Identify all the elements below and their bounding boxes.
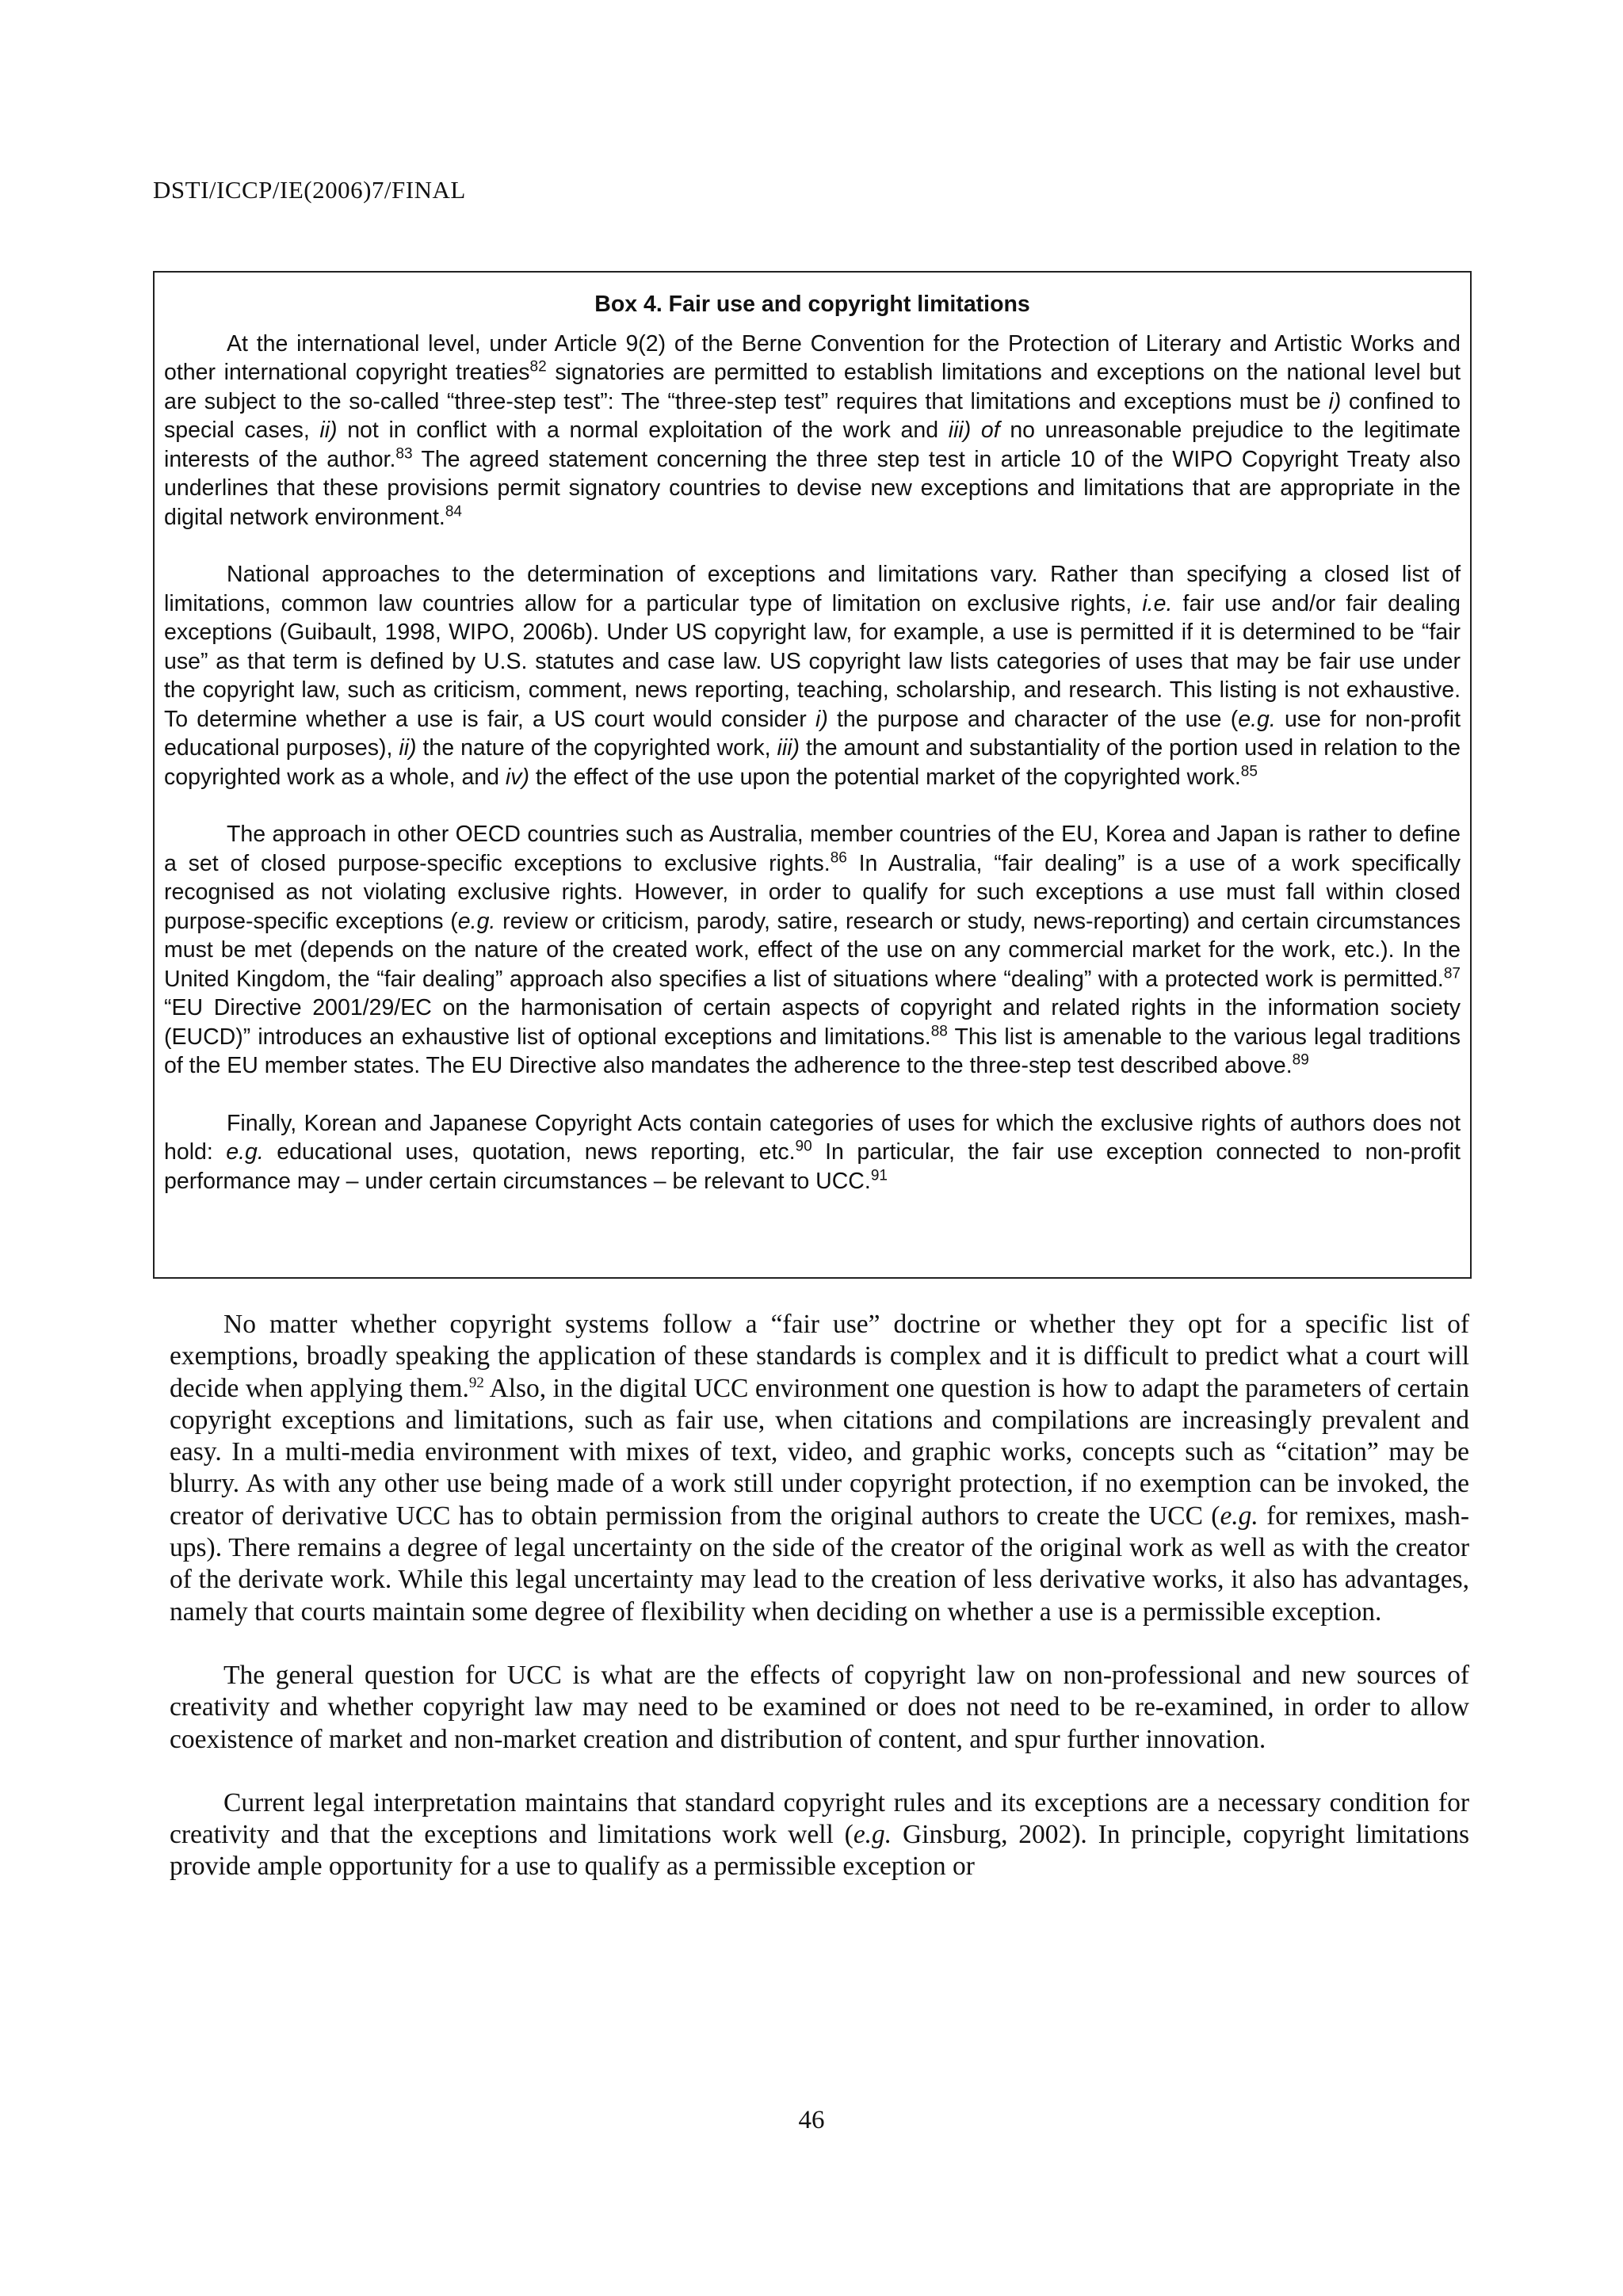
text-run: signatories are permitted to establish limitations and exceptions on the national level but are subject to the so-called “three-step test”: The “three-step test” requires that limitations and exceptions must be xyxy=(164,360,1461,414)
text-run: for remixes, mash-ups). There remains a degree of legal uncertainty on the side of the creator of the original work as well as with the creator of the derivate work. While this legal uncertainty may lead to the creation of less derivative works, it also has advantages, namely that courts maintain some degree of flexibility when deciding on whether a use is a permissible exception. xyxy=(170,1501,1469,1627)
box-paragraph xyxy=(164,560,1461,791)
footnote-ref: 92 xyxy=(468,1374,484,1391)
footnote-ref: 87 xyxy=(1443,965,1461,982)
text-run: the effect of the use upon the potential market of the copyrighted work. xyxy=(529,764,1241,790)
text-run: not in conflict with a normal exploitation of the work and xyxy=(337,418,949,443)
body-paragraph xyxy=(170,1309,1469,1628)
footnote-ref: 84 xyxy=(445,503,462,520)
main-text xyxy=(170,1309,1469,1883)
body-paragraph xyxy=(170,1787,1469,1883)
italic-text: ii) xyxy=(319,418,338,443)
body-paragraph xyxy=(170,1660,1469,1756)
italic-text: ii) xyxy=(399,735,417,761)
italic-text: i) xyxy=(1328,388,1342,414)
text-run: “EU Directive 2001/29/EC on the harmonisation of certain aspects of copyright and related rights in the information society (EUCD)” introduces an exhaustive list of optional exceptions and limitations. xyxy=(164,995,1461,1050)
box-paragraph xyxy=(164,330,1461,532)
italic-text: e.g. xyxy=(853,1820,892,1850)
box-title: Box 4. Fair use and copyright limitations xyxy=(594,292,1030,317)
text-run: the purpose and character of the use ( xyxy=(827,706,1239,732)
text-run: Current legal interpretation maintains that standard copyright rules and its exceptions are a necessary condition for creativity and that the exceptions and limitations work well ( xyxy=(170,1787,1469,1850)
text-run: No matter whether copyright systems follow a “fair use” doctrine or whether they opt for a specific list of exemptions, broadly speaking the application of these standards is complex and it is difficult to predict what a court will decide when applying them. xyxy=(170,1310,1469,1403)
text-run: In particular, the fair use exception connected to non-profit performance may – under certain circumstances – be relevant to UCC. xyxy=(164,1139,1461,1194)
text-run: In Australia, “fair dealing” is a use of a work specifically recognised as not violating exclusive rights. However, in order to qualify for such exceptions a use must fall within closed purpose-specific exceptions ( xyxy=(164,850,1461,934)
footnote-ref: 88 xyxy=(930,1023,948,1039)
text-run: confined to special cases, xyxy=(164,388,1461,443)
document-code: DSTI/ICCP/IE(2006)7/FINAL xyxy=(153,176,466,204)
footnote-ref: 91 xyxy=(870,1167,888,1184)
text-run: fair use and/or fair dealing exceptions (Guibault, 1998, WIPO, 2006b). Under US copyright law, for example, a use is permitted if it is determined to be “fair use” as that term is defined by U.S. statutes and case law. US copyright law lists categories of uses that may be fair use under the copyright law, such as criticism, comment, news reporting, teaching, scholarship, and research. This listing is not exhaustive. To determine whether a use is fair, a US court would consider xyxy=(164,590,1461,732)
footnote-ref: 82 xyxy=(529,358,547,376)
italic-text: e.g. xyxy=(1238,706,1276,732)
italic-text: i.e. xyxy=(1142,590,1173,616)
text-run: Also, in the digital UCC environment one question is how to adapt the parameters of certain copyright exceptions and limitations, such as fair use, when citations and compilations are increasingly prevalent and easy. In a multi-media environment with mixes of text, video, and graphic works, concepts such as “citation” may be blurry. As with any other use being made of a work still under copyright protection, if no exemption can be invoked, the creator of derivative UCC has to obtain permission from the original authors to create the UCC ( xyxy=(170,1373,1469,1531)
text-run: use for non-profit educational purposes), xyxy=(164,706,1461,761)
text-run: educational uses, quotation, news reporting, etc. xyxy=(263,1139,796,1165)
text-run: the nature of the copyrighted work, xyxy=(416,735,777,761)
italic-text: iii) of xyxy=(948,418,1000,443)
footnote-ref: 86 xyxy=(830,849,847,866)
italic-text: iv) xyxy=(505,764,529,790)
text-run: The general question for UCC is what are the effects of copyright law on non-professional and new sources of creativity and whether copyright law may need to be examined or does not need to be re-examined, in order to allow coexistence of market and non-market creation and distribution of content, and spur further innovation. xyxy=(170,1660,1469,1754)
italic-text: iii) xyxy=(777,735,800,761)
text-run: the amount and substantiality of the portion used in relation to the copyrighted work as a whole, and xyxy=(164,735,1461,790)
text-run: The agreed statement concerning the three step test in article 10 of the WIPO Copyright Treaty also underlines that these provisions permit signatory countries to devise new exceptions and limitations that are appropriate in the digital network environment. xyxy=(164,446,1461,530)
text-run: review or criticism, parody, satire, research or study, news-reporting) and certain circumstances must be met (depends on the nature of the created work, effect of the use on any commercial market for the work, etc.). In the United Kingdom, the “fair dealing” approach also specifies a list of situations where “dealing” with a protected work is permitted. xyxy=(164,908,1461,992)
text-run: At the international level, under Article 9(2) of the Berne Convention for the Protection of Literary and Artistic Works and other international copyright treaties xyxy=(164,330,1461,385)
italic-text: i) xyxy=(815,706,828,732)
text-run: This list is amenable to the various legal traditions of the EU member states. The EU Directive also mandates the adherence to the three-step test described above. xyxy=(164,1024,1461,1078)
text-run: Finally, Korean and Japanese Copyright Acts contain categories of uses for which the exclusive rights of authors does not hold: xyxy=(164,1110,1461,1165)
text-run: Ginsburg, 2002). In principle, copyright limitations provide ample opportunity for a use to qualify as a permissible exception or xyxy=(170,1820,1469,1882)
text-run: The approach in other OECD countries such as Australia, member countries of the EU, Korea and Japan is rather to define a set of closed purpose-specific exceptions to exclusive rights. xyxy=(164,822,1461,876)
italic-text: e.g. xyxy=(226,1139,264,1165)
fair-use-box xyxy=(153,271,1472,1279)
box-paragraph xyxy=(164,1109,1461,1196)
footnote-ref: 89 xyxy=(1292,1051,1309,1069)
italic-text: e.g. xyxy=(1220,1501,1258,1531)
text-run: National approaches to the determination of exceptions and limitations vary. Rather than specifying a closed list of limitations, common law countries allow for a particular type of limitation on exclusive rights, xyxy=(164,562,1461,616)
page-number: 46 xyxy=(798,2106,825,2134)
text-run: no unreasonable prejudice to the legitimate interests of the author. xyxy=(164,418,1461,472)
italic-text: e.g. xyxy=(457,908,496,934)
box-paragraph xyxy=(164,820,1461,1081)
footnote-ref: 90 xyxy=(795,1138,812,1155)
footnote-ref: 85 xyxy=(1240,763,1258,780)
footnote-ref: 83 xyxy=(395,445,413,462)
